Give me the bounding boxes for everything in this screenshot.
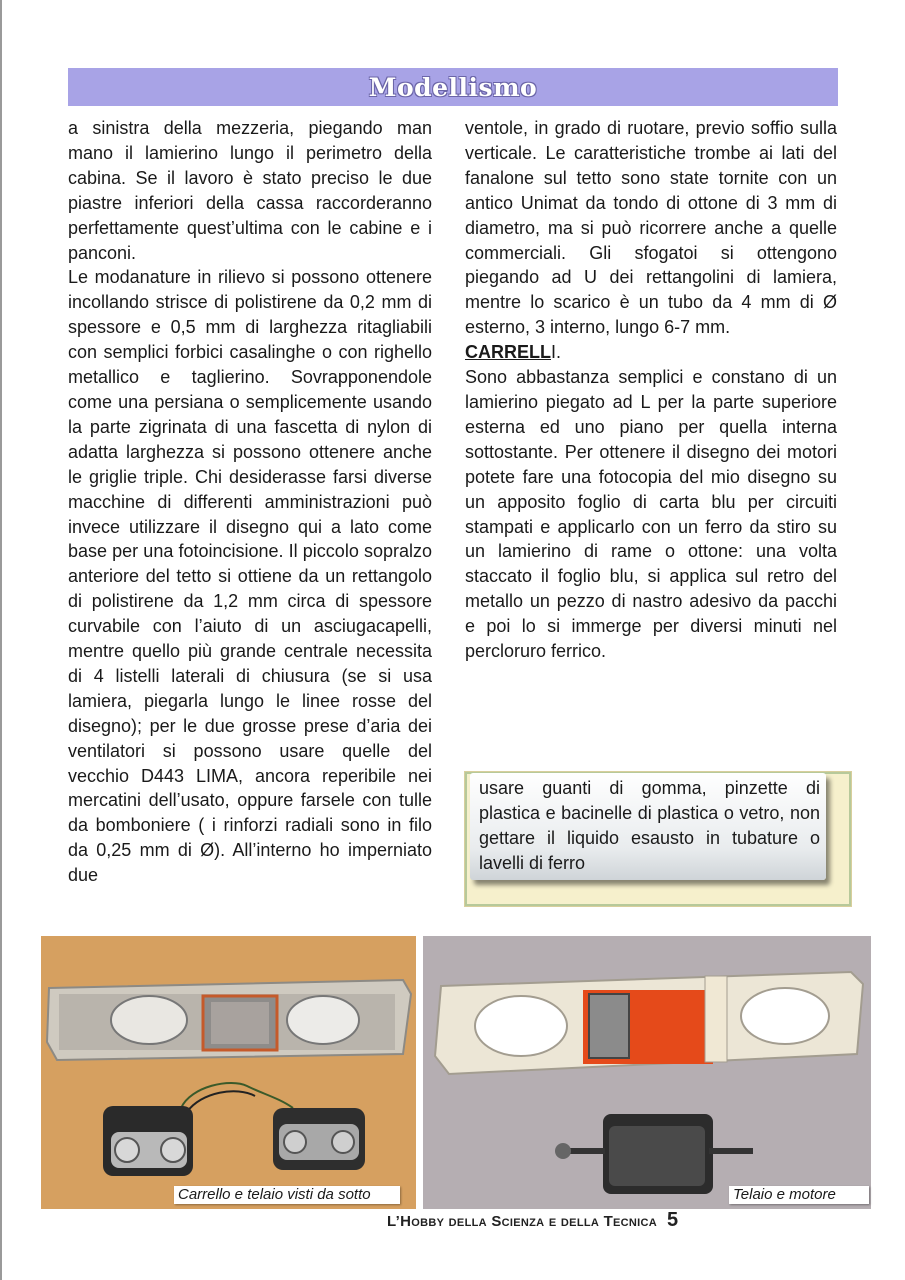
subsection-title-suffix: I. [551,342,562,363]
page-edge [0,0,2,1280]
paragraph: a sinistra della mezzeria, piegando man mano il lamierino lungo il perimetro della cabina. Se il lavoro è stato preciso le due piastre inferiori della cassa raccorderanno perfettamente quest’ultima con le cabine e i panconi. [68,118,432,263]
section-title: Modellismo [368,72,538,102]
photo-bogie-frame-underside [41,936,416,1209]
paragraph: ventole, in grado di ruotare, previo soffio sulla verticale. Le caratteristiche trombe ai lati del fanalone sul tetto sono state tornite con un antico Unimat da tondo di ottone di 3 mm di diametro, ma si può ricorrere anche a quelle commerciali. Gli sfogatoi si ottengono piegando ad U dei rettangolini di lamiera, mentre lo scarico è un tubo da 4 mm di Ø esterno, 3 interno, lungo 6-7 mm. [465,118,837,338]
magazine-footer: L’Hobby della Scienza e della Tecnica [387,1213,657,1230]
photo-frame-and-motor [423,936,871,1209]
left-text-column [68,116,432,888]
page-number: 5 [667,1209,679,1231]
photo-illustration [41,936,416,1209]
warning-callout [470,773,826,880]
paragraph: Le modanature in rilievo si possono ottenere incollando strisce di polistirene da 0,2 mm di spessore e 0,5 mm di larghezza ritagliabili con semplici forbici casalinghe o con righello metallico e taglierino. Sovrapponendole come una persiana o semplicemente usando la parte zigrinata di una fascetta di nylon di adatta larghezza si possono ottenere anche le griglie triple. Chi desiderasse farsi diverse macchine di differenti amministrazioni può invece utilizzare il disegno qui a lato come base per una fotoincisione. Il piccolo sopralzo anteriore del tetto si ottiene da un rettangolo di polistirene da 1,2 mm circa di spessore curvabile con l’aiuto di un asciugacapelli, mentre quello più grande centrale necessita di 4 listelli laterali di chiusura (se si usa lamiera, piegarla lungo le linee rosse del disegno); per le due grosse prese d’aria dei ventilatori si possono usare quelle del vecchio D443 LIMA, ancora reperibile nei mercatini dell’usato, oppure farsele con tulle da bomboniere ( i rinforzi radiali sono in filo da 0,25 mm di Ø). All’interno ho imperniato due [68,267,432,886]
section-header [68,68,838,106]
subsection-title: CARRELL [465,342,551,363]
paragraph: Sono abbastanza semplici e constano di un lamierino piegato ad L per la parte superiore esterna ed uno piano per quella interna sottostante. Per ottenere il disegno dei motori potete fare una fotocopia del mio disegno su un apposito foglio di carta blu per circuiti stampati e applicarlo con un ferro da stiro su un lamierino di rame o ottone: una volta staccato il foglio blu, si applica sul retro del metallo un pezzo di nastro adesivo da pacchi e poi lo si immerge per diversi minuti nel percloruro ferrico. [465,367,837,662]
photo-caption: Telaio e motore [729,1186,869,1204]
right-text-column [465,116,837,664]
photo-caption: Carrello e telaio visti da sotto [174,1186,400,1204]
warning-text: usare guanti di gomma, pinzette di plastica e bacinelle di plastica o vetro, non gettare il liquido esausto in tubature o lavelli di ferro [479,778,820,873]
subsection-heading [465,340,837,365]
photo-illustration [423,936,871,1209]
